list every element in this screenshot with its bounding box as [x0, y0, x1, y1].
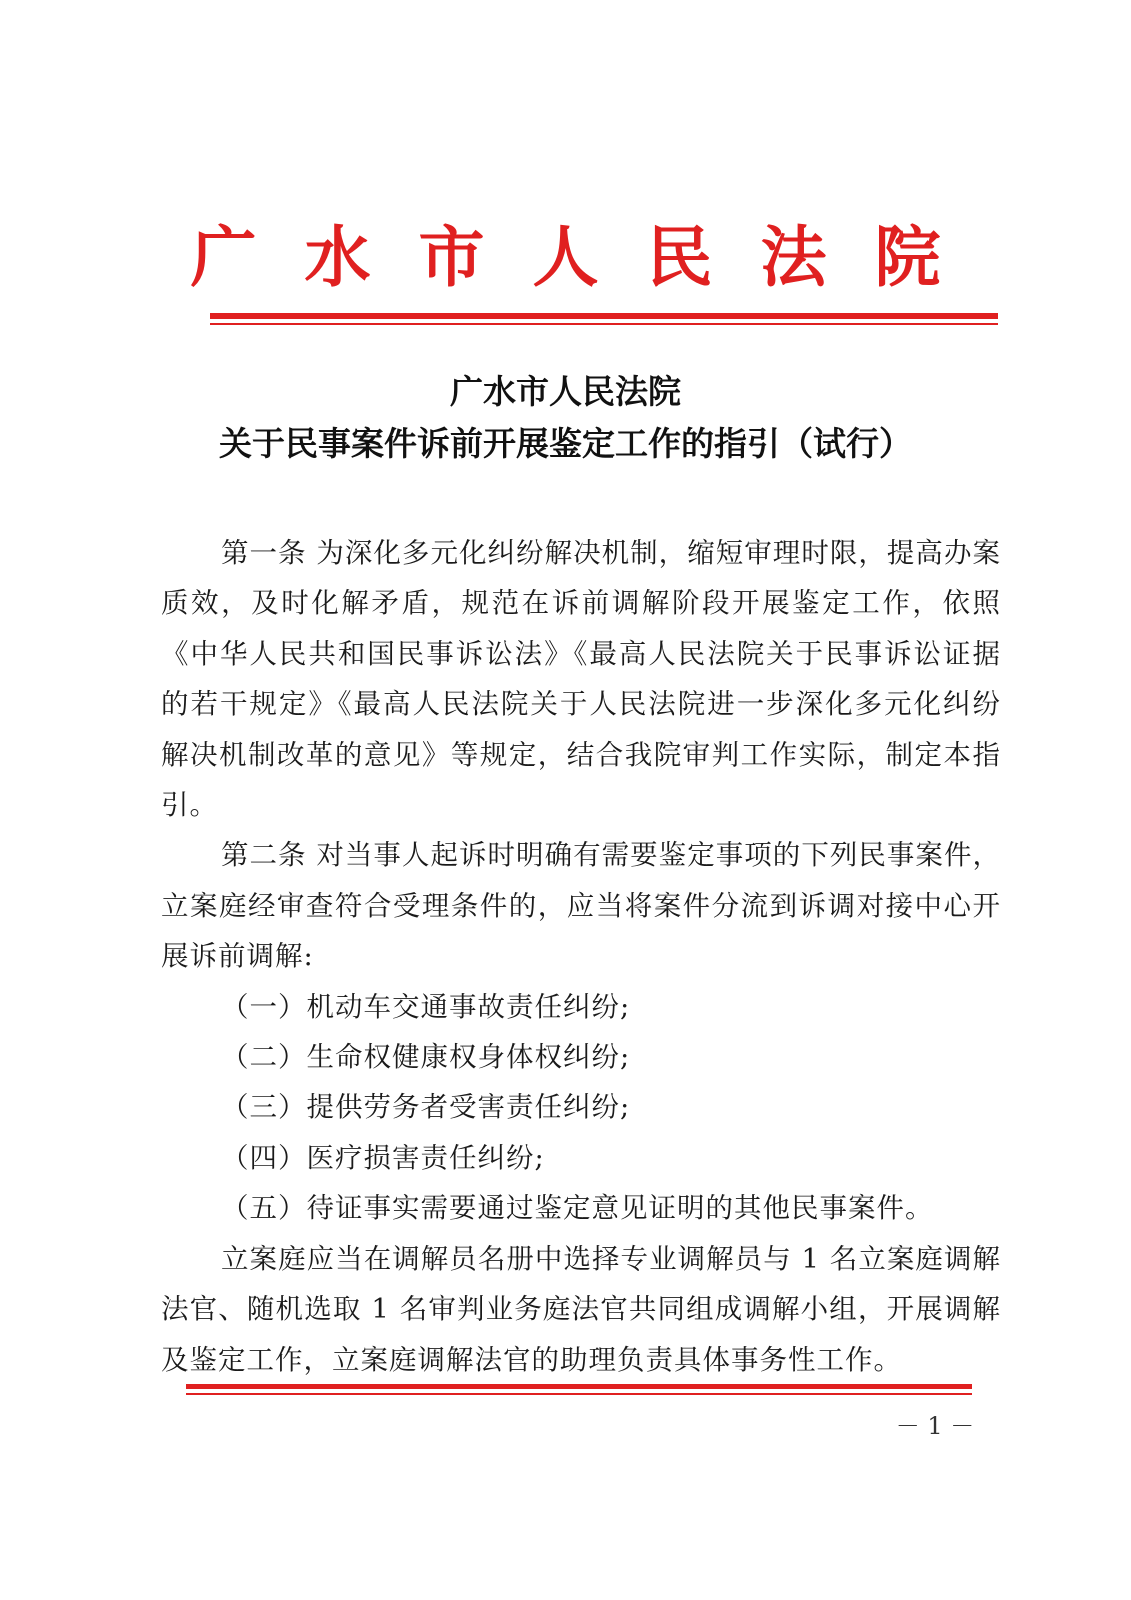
- list-item: （四）医疗损害责任纠纷;: [221, 1141, 545, 1174]
- list-item: （三）提供劳务者受害责任纠纷;: [221, 1091, 631, 1124]
- masthead-title: 广水市人民法院: [190, 219, 989, 296]
- document-body: [161, 528, 1001, 1385]
- closing-paragraph: 立案庭应当在调解员名册中选择专业调解员与 1 名立案庭调解法官、随机选取 1 名审判业务庭法官共同组成调解小组，开展调解及鉴定工作，立案庭调解法官的助理负责具体事务性工作。: [161, 1242, 1001, 1376]
- list-item: （一）机动车交通事故责任纠纷;: [221, 990, 631, 1023]
- list-item: （二）生命权健康权身体权纠纷;: [221, 1041, 631, 1074]
- masthead-divider-thick: [210, 313, 998, 319]
- footer-divider-thin: [186, 1393, 972, 1395]
- document-title: [0, 366, 1131, 470]
- document-title-line2: 关于民事案件诉前开展鉴定工作的指引（试行）: [219, 424, 912, 463]
- page-number: － 1 －: [895, 1412, 975, 1440]
- footer-divider-thick: [186, 1384, 972, 1389]
- masthead-divider-thin: [210, 323, 998, 325]
- document-title-line1: 广水市人民法院: [450, 372, 681, 411]
- list-item: （五）待证事实需要通过鉴定意见证明的其他民事案件。: [221, 1192, 934, 1225]
- article-2-paragraph: 第二条 对当事人起诉时明确有需要鉴定事项的下列民事案件，立案庭经审查符合受理条件的，应当将案件分流到诉调对接中心开展诉前调解:: [161, 839, 1001, 973]
- article-1-paragraph: 第一条 为深化多元化纠纷解决机制，缩短审理时限，提高办案质效，及时化解矛盾，规范在诉前调解阶段开展鉴定工作，依照《中华人民共和国民事诉讼法》《最高人民法院关于民事诉讼证据的若干规定》《最高人民法院关于人民法院进一步深化多元化纠纷解决机制改革的意见》等规定，结合我院审判工作实际，制定本指引。: [161, 537, 1001, 822]
